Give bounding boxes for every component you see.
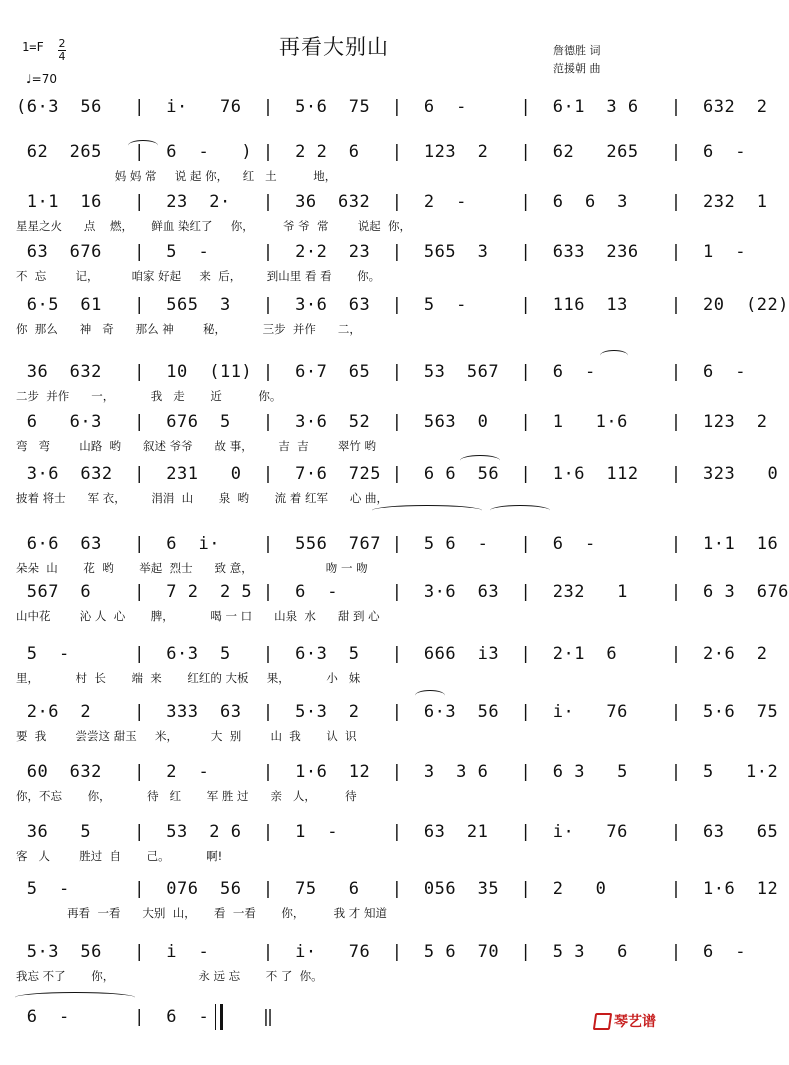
lyric-line: 弯 弯 山路 哟 叙述 爷爷 故 事， 吉 吉 翠竹 哟 — [16, 439, 376, 453]
qinyipu-logo-icon — [593, 1013, 612, 1030]
final-barline — [215, 1004, 223, 1030]
slur-arc — [490, 505, 550, 516]
notation-line: 567 6 | 7 2 2 5 | 6 - | 3·6 63 | 232 1 | 6 3 676 — [16, 582, 789, 602]
lyric-line — [16, 1033, 656, 1049]
score-row — [0, 760, 779, 820]
notation-line: 60 632 | 2 - | 1·6 12 | 3 3 6 | 6 3 5 | 5 1·2 — [16, 762, 779, 782]
tempo-marking: ♩=70 — [26, 72, 57, 86]
slur-arc — [128, 140, 158, 151]
lyric-line: 你，不忘 你， 待 红 军 胜 过 亲 人， 待 — [16, 789, 357, 803]
notation-line: 5 - | 076 56 | 75 6 | 056 35 | 2 0 | 1·6 12 — [16, 879, 779, 899]
notation-line: 36 5 | 53 2 6 | 1 - | 63 21 | i· 76 | 63 65 — [16, 822, 779, 842]
lyric-line: 星星之火 点 燃， 鲜血 染红了 你， 爷 爷 常 说起 你， — [16, 219, 412, 233]
quarter-note-icon: ♩ — [26, 72, 32, 86]
watermark-logo — [594, 1011, 656, 1031]
notation-line: 6 - | 6 - ‖ — [16, 1007, 274, 1027]
notation-line: 6·5 61 | 565 3 | 3·6 63 | 5 - | 116 13 | 20 (22) — [16, 295, 789, 315]
composer-credit: 范援朝 曲 — [553, 62, 601, 75]
lyric-line: 山中花 沁 人 心 脾， 喝 一 口 山泉 水 甜 到 心 — [16, 609, 380, 623]
slur-arc — [600, 350, 628, 361]
lyric-line: 里， 村 长 端 来 红红的 大板 果， 小 妹 — [16, 671, 361, 685]
score-row — [0, 293, 789, 353]
notation-line: 2·6 2 | 333 63 | 5·3 2 | 6·3 56 | i· 76 | 5·6 75 — [16, 702, 779, 722]
lyric-line — [16, 123, 656, 139]
lyric-line: 你 那么 神 奇 那么 神 秘， 三步 并作 二， — [16, 322, 361, 336]
lyric-line: 朵朵 山 花 哟 举起 烈士 致 意， 吻 一 吻 — [16, 561, 368, 575]
key-signature: 1=F — [22, 40, 44, 54]
score-row — [0, 642, 768, 702]
time-signature-top: 2 — [58, 37, 66, 50]
notation-line: 5 - | 6·3 5 | 6·3 5 | 666 i3 | 2·1 6 | 2·6 2 — [16, 644, 768, 664]
score-row — [0, 240, 746, 300]
time-signature — [58, 38, 66, 63]
song-title: 再看大别山 — [279, 35, 389, 59]
lyric-line: 我忘 不了 你， 永 远 忘 不 了 你。 — [16, 969, 323, 983]
notation-line: 3·6 632 | 231 0 | 7·6 725 | 6 6 56 | 1·6 112 | 323 0 — [16, 464, 779, 484]
notation-line: 5·3 56 | i - | i· 76 | 5 6 70 | 5 3 6 | 6 - — [16, 942, 746, 962]
score-row — [0, 877, 779, 937]
time-signature-bottom: 4 — [58, 50, 66, 63]
lyric-line: 再看 一看 大别 山， 看 一看 你， 我 才 知道 — [16, 906, 387, 920]
score-row — [0, 462, 779, 522]
score-row — [0, 940, 746, 1000]
score-row — [0, 820, 779, 880]
score-row — [0, 1005, 668, 1065]
score-row — [0, 410, 768, 470]
lyric-line: 披着 将士 军 衣， 涓涓 山 泉 哟 流 着 红军 心 曲， — [16, 491, 389, 505]
lyricist-credit: 詹德胜 词 — [553, 44, 601, 57]
notation-line: 36 632 | 10 (11) | 6·7 65 | 53 567 | 6 - | 6 - — [16, 362, 746, 382]
notation-line: 1·1 16 | 23 2· | 36 632 | 2 - | 6 6 3 | 232 1 — [16, 192, 768, 212]
lyric-line: 客 人 胜过 自 己。 啊! — [16, 849, 223, 863]
notation-line: 6·6 63 | 6 i· | 556 767 | 5 6 - | 6 - | 1·1 16 — [16, 534, 779, 554]
notation-line: (6·3 56 | i· 76 | 5·6 75 | 6 - | 6·1 3 6 | 632 2 — [16, 97, 768, 117]
notation-line: 62 265 | 6 - ) | 2 2 6 | 123 2 | 62 265 | 6 - — [16, 142, 746, 162]
slur-arc — [415, 690, 445, 701]
notation-line: 6 6·3 | 676 5 | 3·6 52 | 563 0 | 1 1·6 | 123 2 — [16, 412, 768, 432]
lyric-line: 要 我 尝尝这 甜玉 米， 大 别 山 我 认 识 — [16, 729, 357, 743]
score-row — [0, 700, 779, 760]
notation-line: 63 676 | 5 - | 2·2 23 | 565 3 | 633 236 | 1 - — [16, 242, 746, 262]
score-row — [0, 580, 789, 640]
watermark-text: 琴艺谱 — [614, 1014, 656, 1030]
slur-arc — [372, 505, 482, 516]
lyric-line: 妈 妈 常 说 起 你， 红 土 地， — [16, 169, 337, 183]
slur-arc — [15, 992, 135, 1003]
lyric-line: 二步 并作 一， 我 走 近 你。 — [16, 389, 282, 403]
slur-arc — [460, 455, 500, 466]
lyric-line: 不 忘 记， 咱家 好起 来 后， 到山里 看 看 你。 — [16, 269, 381, 283]
